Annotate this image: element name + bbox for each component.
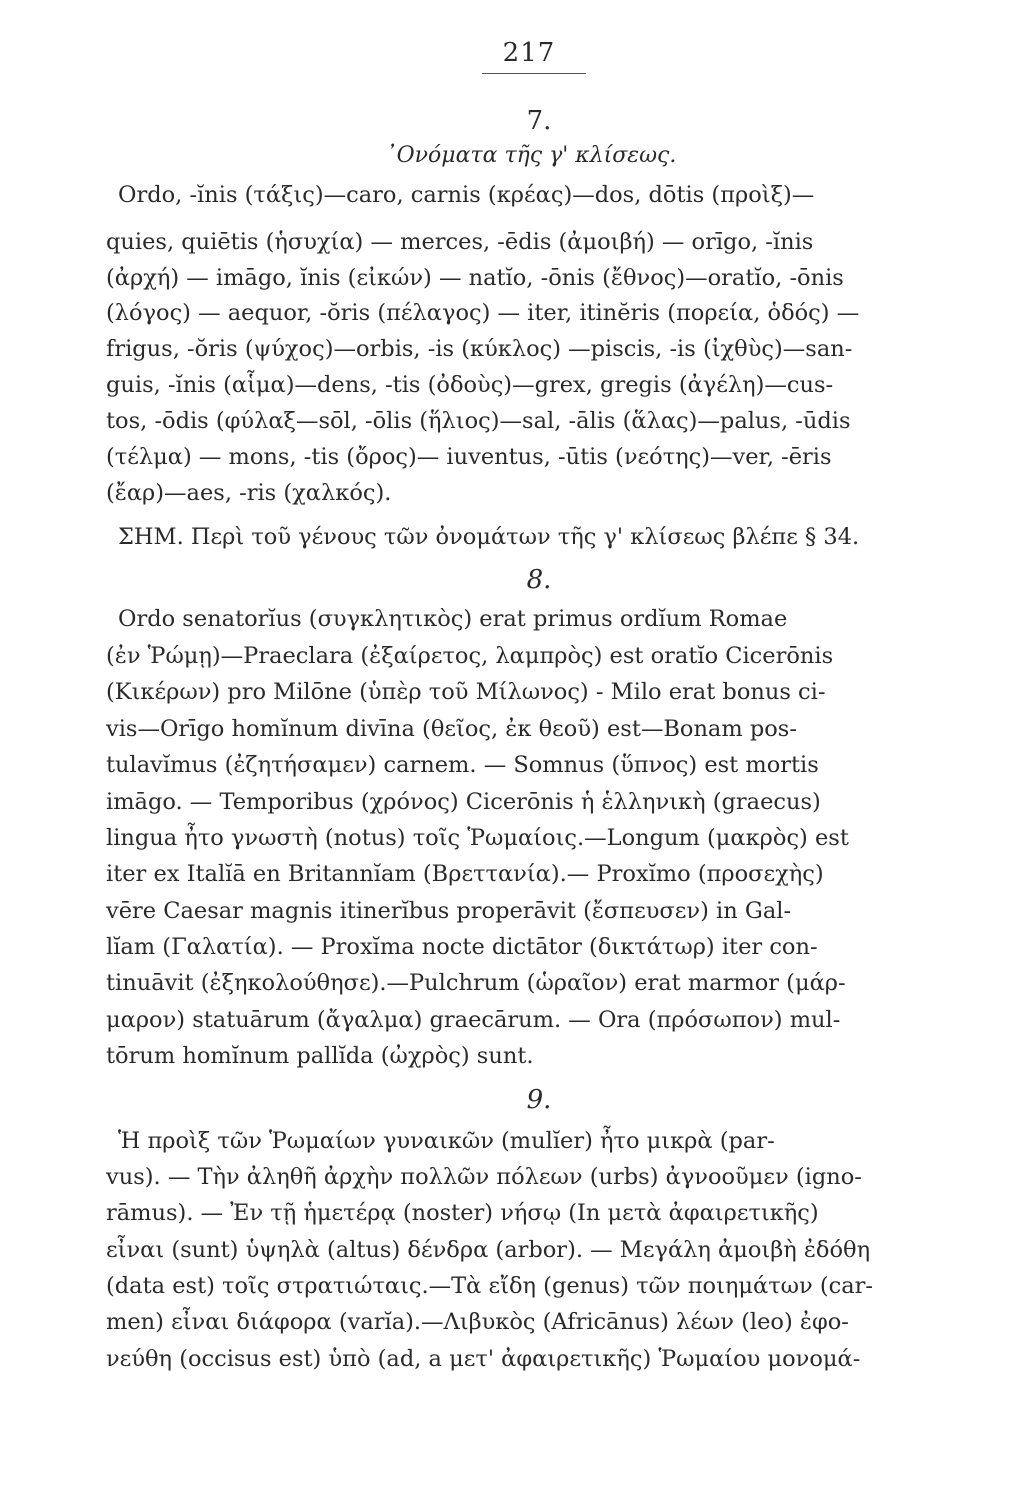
section-9-line: νεύθη (occisus est) ὑπὸ (ad, a μετ' ἀφαιρετικῆς) Ῥωμαίου μονομά- xyxy=(106,1346,861,1372)
page-number: 217 xyxy=(502,38,556,68)
section-8-line: iter ex Italĭā en Britannĭam (Βρεττανία).— Proxĭmo (προσεχὴς) xyxy=(106,861,824,887)
section-7-line: (λόγος) — aequor, -ŏris (πέλαγος) — iter, itinĕris (πορεία, ὁδός) — xyxy=(106,300,860,326)
section-8-heading: 8. xyxy=(526,565,552,595)
section-7-line: (ἔαρ)—aes, -ris (χαλκός). xyxy=(106,480,392,506)
section-8-line: (Κικέρων) pro Milōne (ὑπὲρ τοῦ Μίλωνος) - Milo erat bonus ci- xyxy=(106,679,826,705)
section-7-line: guis, -ĭnis (αἷμα)—dens, -tis (ὀδοὺς)—grex, gregis (ἀγέλη)—cus- xyxy=(106,372,834,398)
section-8-line: lĭam (Γαλατία). — Proxĭma nocte dictātor (δικτάτωρ) iter con- xyxy=(106,934,818,960)
section-7-line: quies, quiētis (ἡσυχία) — merces, -ēdis (ἀμοιβή) — orīgo, -ĭnis xyxy=(106,229,814,255)
section-8-line: vis—Orīgo homĭnum divīna (θεῖος, ἐκ θεοῦ) est—Bonam pos- xyxy=(106,716,797,742)
section-7-line: (τέλμα) — mons, -tis (ὄρος)— iuventus, -ūtis (νεότης)—ver, -ēris xyxy=(106,444,832,470)
section-8-line: lingua ἦτο γνωστὴ (notus) τοῖς Ῥωμαίοις.—Longum (μακρὸς) est xyxy=(106,825,849,851)
section-8-line: (ἐν Ῥώμῃ)—Praeclara (ἐξαίρετος, λαμπρὸς) est oratĭo Cicerōnis xyxy=(106,643,834,669)
section-7-line: (ἀρχή) — imāgo, ĭnis (εἰκών) — natĭo, -ōnis (ἔθνος)—oratĭo, -ōnis xyxy=(106,265,844,291)
section-8-line: μαρον) statuārum (ἄγαλμα) graecārum. — Ora (πρόσωπον) mul- xyxy=(106,1007,841,1033)
section-9-line: (data est) τοῖς στρατιώταις.—Τὰ εἴδη (genus) τῶν ποιημάτων (car- xyxy=(106,1273,873,1299)
header-rule xyxy=(482,73,586,74)
section-9-line: vus). — Τὴν ἀληθῆ ἀρχὴν πολλῶν πόλεων (urbs) ἀγνοοῦμεν (igno- xyxy=(106,1164,862,1190)
section-9-line: men) εἶναι διάφορα (varĭa).—Λιβυκὸς (Africānus) λέων (leo) ἐφο- xyxy=(106,1309,849,1335)
section-7-line: Ordo, -ĭnis (τάξις)—caro, carnis (κρέας)—dos, dōtis (προὶξ)— xyxy=(118,182,815,208)
section-7-subtitle: ᾿Ονόματα τῆς γ' κλίσεως. xyxy=(385,143,677,168)
section-7-line: tos, -ōdis (φύλαξ—sōl, -ōlis (ἥλιος)—sal, -ālis (ἅλας)—palus, -ūdis xyxy=(106,408,851,434)
section-8-line: Ordo senatorĭus (συγκλητικὸς) erat primus ordĭum Romae xyxy=(118,606,788,632)
section-9-line: Ἡ προὶξ τῶν Ῥωμαίων γυναικῶν (mulĭer) ἦτο μικρὰ (par- xyxy=(118,1128,775,1154)
section-7-line: frigus, -ŏris (ψύχος)—orbis, -is (κύκλος) —piscis, -is (ἰχθὺς)—san- xyxy=(106,336,853,362)
section-7-heading: 7. xyxy=(526,106,552,136)
section-8-line: tulavĭmus (ἐζητήσαμεν) carnem. — Somnus (ὕπνος) est mortis xyxy=(106,752,819,778)
section-9-line: εἶναι (sunt) ὑψηλὰ (altus) δένδρα (arbor). — Μεγάλη ἀμοιβὴ ἐδόθη xyxy=(106,1237,871,1263)
section-8-line: imāgo. — Temporibus (χρόνος) Cicerōnis ἡ ἑλληνικὴ (graecus) xyxy=(106,789,821,815)
section-7-note: ΣΗΜ. Περὶ τοῦ γένους τῶν ὀνομάτων τῆς γ' κλίσεως βλέπε § 34. xyxy=(118,524,860,550)
section-8-line: tōrum homĭnum pallĭda (ὠχρὸς) sunt. xyxy=(106,1043,534,1069)
section-8-line: tinuāvit (ἐξηκολούθησε).—Pulchrum (ὡραῖον) erat marmor (μάρ- xyxy=(106,970,846,996)
section-9-line: rāmus). — Ἐν τῇ ἡμετέρᾳ (noster) νήσῳ (In μετὰ ἀφαιρετικῆς) xyxy=(106,1200,819,1226)
section-8-line: vēre Caesar magnis itinerĭbus properāvit (ἔσπευσεν) in Gal- xyxy=(106,898,792,924)
section-9-heading: 9. xyxy=(526,1085,552,1115)
